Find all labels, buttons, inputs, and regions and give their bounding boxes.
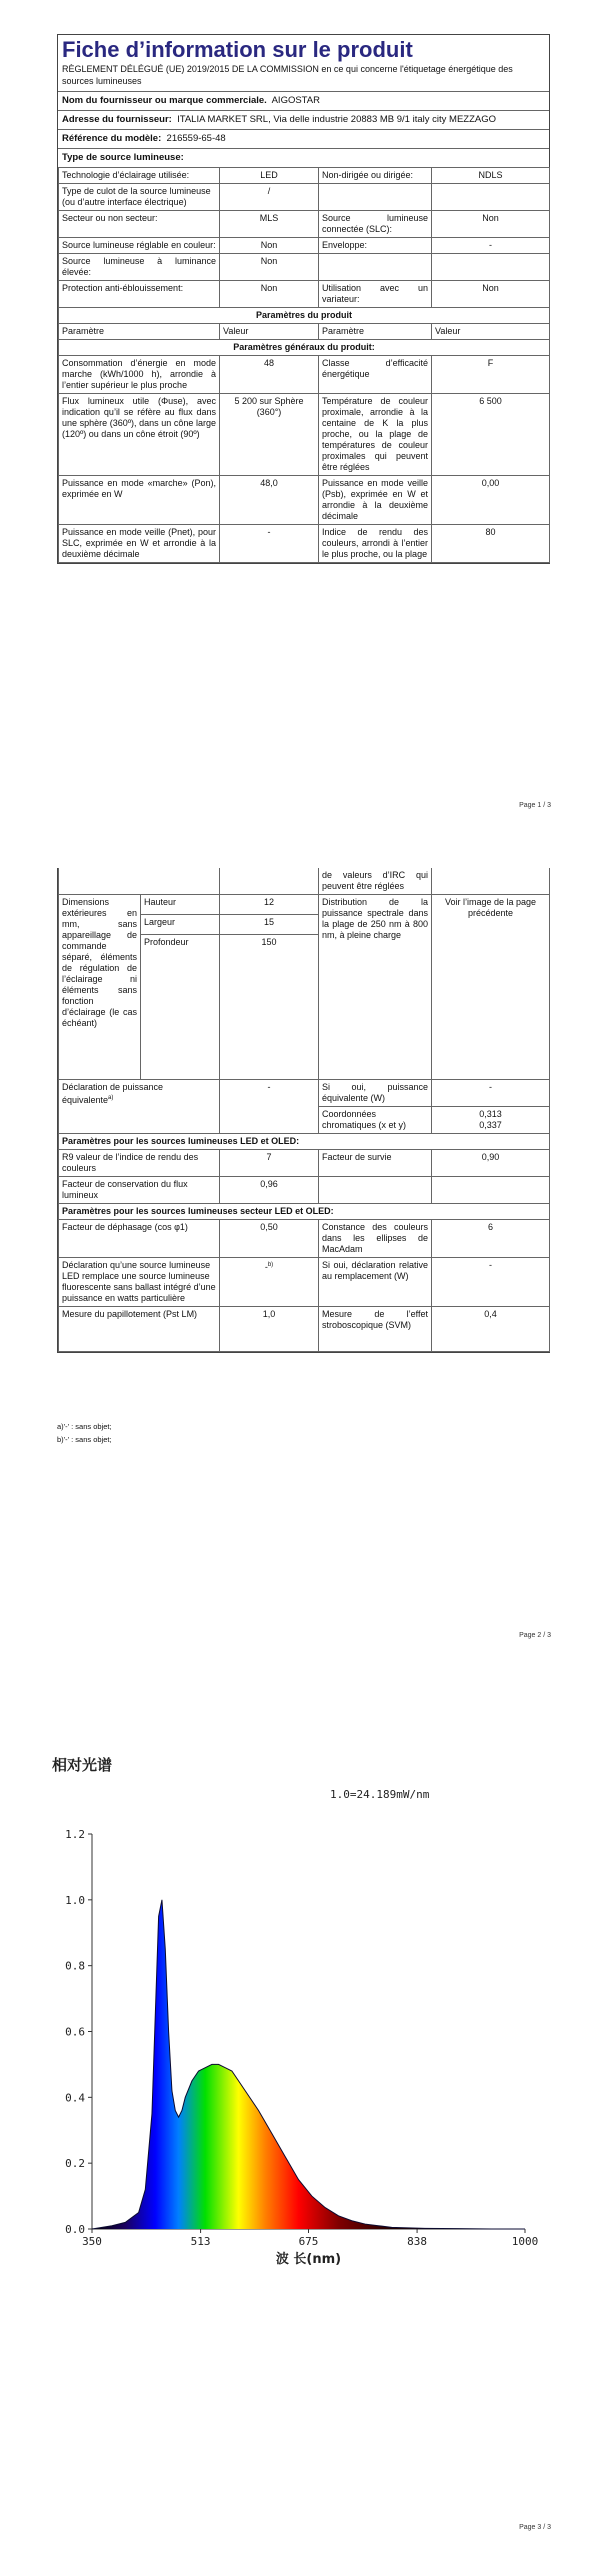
replace-yes-label: Si oui, déclaration relative au remplacement (W) xyxy=(319,1258,432,1307)
y-tick-label: 0.8 xyxy=(65,1959,85,1973)
lumen-value: 0,96 xyxy=(220,1177,319,1204)
equiv-yes-label: Si oui, puissance équivalente (W) xyxy=(319,1080,432,1107)
replace-value-cell xyxy=(220,1258,319,1307)
equiv-yes-value: - xyxy=(432,1080,550,1107)
footnote-a: a)'-' : sans objet; xyxy=(57,1422,112,1431)
page-1 xyxy=(0,0,603,832)
table-row xyxy=(59,356,550,394)
dim-value: 150 xyxy=(220,935,319,1080)
col-param-header: Paramètre xyxy=(319,324,432,340)
param-value: MLS xyxy=(220,211,319,238)
flicker-value: 1,0 xyxy=(220,1307,319,1352)
param-label: Température de couleur proximale, arrondie à la centaine de K la plus proche, ou la plage de températures de couleur proximales qui peuvent être réglées xyxy=(319,394,432,476)
type-label: Type de source lumineuse: xyxy=(62,152,184,163)
param-label: Indice de rendu des couleurs, arrondi à l’entier le plus proche, ou la plage xyxy=(319,525,432,563)
param-label: Source lumineuse à luminance élevée: xyxy=(59,254,220,281)
product-table xyxy=(58,167,550,563)
model-row xyxy=(58,130,549,149)
param-label: Flux lumineux utile (Φuse), avec indication qu’il se réfère au flux dans une sphère (360º), dans un cône large (120º) ou dans un cône étroit (90º) xyxy=(59,394,220,476)
table-row xyxy=(59,1150,550,1177)
param-value: 48 xyxy=(220,356,319,394)
table-row xyxy=(59,168,550,184)
param-label: Puissance en mode veille (Pnet), pour SLC, exprimée en W et arrondie à la deuxième décimale xyxy=(59,525,220,563)
param-label: Non-dirigée ou dirigée: xyxy=(319,168,432,184)
supplier-row xyxy=(58,92,549,111)
address-label: Adresse du fournisseur: xyxy=(62,114,172,125)
table-row xyxy=(59,868,550,895)
spectral-value: Voir l’image de la page précédente xyxy=(432,895,550,1080)
param-label: Type de culot de la source lumineuse (ou d’autre interface électrique) xyxy=(59,184,220,211)
param-label: Enveloppe: xyxy=(319,238,432,254)
param-value: 48,0 xyxy=(220,476,319,525)
param-value: 6 500 xyxy=(432,394,550,476)
y-tick-label: 1.0 xyxy=(65,1893,85,1907)
y-tick-label: 0.2 xyxy=(65,2157,85,2171)
col-param-header: Paramètre xyxy=(59,324,220,340)
dim-name: Largeur xyxy=(141,915,220,935)
page-number: Page 2 / 3 xyxy=(519,1632,551,1639)
spectral-label: Distribution de la puissance spectrale dans la plage de 250 nm à 800 nm, à pleine charge xyxy=(319,895,432,1080)
y-tick-label: 1.2 xyxy=(65,1828,85,1841)
param-label: Technologie d’éclairage utilisée: xyxy=(59,168,220,184)
param-label: Protection anti-éblouissement: xyxy=(59,281,220,308)
table-row xyxy=(59,394,550,476)
x-tick-label: 350 xyxy=(82,2235,102,2248)
param-value: - xyxy=(220,525,319,563)
table-row xyxy=(59,211,550,238)
x-tick-label: 838 xyxy=(407,2235,428,2248)
param-value xyxy=(432,184,550,211)
table-row xyxy=(59,1307,550,1352)
table-row xyxy=(59,238,550,254)
flicker-label: Mesure du papillotement (Pst LM) xyxy=(59,1307,220,1352)
col-value-header: Valeur xyxy=(432,324,550,340)
dim-value: 15 xyxy=(220,915,319,935)
lumen-label: Facteur de conservation du flux lumineux xyxy=(59,1177,220,1204)
params-title: Paramètres du produit xyxy=(59,308,550,324)
spectrum-area xyxy=(92,1900,525,2229)
param-label: Puissance en mode veille (Psb), exprimée en W et arrondie à la deuxième décimale xyxy=(319,476,432,525)
table-row xyxy=(59,1177,550,1204)
y-tick-label: 0.0 xyxy=(65,2223,85,2236)
regulation-text: RÈGLEMENT DÉLÉGUÉ (UE) 2019/2015 DE LA COMMISSION en ce qui concerne l'étiquetage énergétique des sources lumineuses xyxy=(58,63,549,92)
equiv-footnote-marker: a) xyxy=(108,1095,114,1101)
param-value: 80 xyxy=(432,525,550,563)
strobo-value: 0,4 xyxy=(432,1307,550,1352)
replace-value: - xyxy=(264,1262,268,1272)
param-value: Non xyxy=(432,281,550,308)
page-title: Fiche d’information sur le produit xyxy=(62,37,413,62)
r9-value: 7 xyxy=(220,1150,319,1177)
survival-value: 0,90 xyxy=(432,1150,550,1177)
y-tick-label: 0.6 xyxy=(65,2025,85,2039)
param-value: LED xyxy=(220,168,319,184)
param-value: / xyxy=(220,184,319,211)
param-label: Classe d’efficacité énergétique xyxy=(319,356,432,394)
chart-title: 相对光谱 xyxy=(52,1756,113,1774)
param-value: NDLS xyxy=(432,168,550,184)
table-row xyxy=(59,254,550,281)
supplier-label: Nom du fournisseur ou marque commerciale. xyxy=(62,95,267,106)
param-value: - xyxy=(432,238,550,254)
equiv-value: - xyxy=(220,1080,319,1134)
param-value xyxy=(432,254,550,281)
table-row xyxy=(59,1080,550,1107)
replace-label: Déclaration qu’une source lumineuse LED remplace une source lumineuse fluorescente sans ballast intégré d’une puissance en watts particulière xyxy=(59,1258,220,1307)
table-row xyxy=(59,1258,550,1307)
col-value-header: Valeur xyxy=(220,324,319,340)
x-tick-label: 1000 xyxy=(511,2235,539,2248)
replace-footnote-marker: b) xyxy=(267,1262,274,1268)
param-label: Source lumineuse connectée (SLC): xyxy=(319,211,432,238)
chart-annotation: 1.0=24.189mW/nm xyxy=(330,1788,430,1801)
chroma-y: 0,337 xyxy=(479,1120,502,1130)
table-row xyxy=(59,525,550,563)
param-label xyxy=(319,184,432,211)
equiv-label: Déclaration de puissance équivalente xyxy=(62,1082,164,1105)
product-info-sheet xyxy=(57,34,550,564)
phase-label: Facteur de déphasage (cos φ1) xyxy=(59,1220,220,1258)
general-title-row xyxy=(59,340,550,356)
dims-label: Dimensions extérieures en mm, sans appareillage de commande séparé, éléments de régulation de l’éclairage ni éléments sans fonction d’éclairage (le cas échéant) xyxy=(59,895,141,1080)
spectrum-chart xyxy=(0,1664,603,2560)
table-row xyxy=(59,1220,550,1258)
params-title-row xyxy=(59,308,550,324)
param-value: Non xyxy=(220,238,319,254)
page-2 xyxy=(0,832,603,1664)
table-row xyxy=(59,1204,550,1220)
param-value: 0,00 xyxy=(432,476,550,525)
chroma-x: 0,313 xyxy=(479,1109,502,1119)
type-row xyxy=(58,149,549,167)
equiv-label-cell xyxy=(59,1080,220,1134)
macadam-label: Constance des couleurs dans les ellipses de MacAdam xyxy=(319,1220,432,1258)
address-row xyxy=(58,111,549,130)
dim-value: 12 xyxy=(220,895,319,915)
table-row xyxy=(59,184,550,211)
param-value: F xyxy=(432,356,550,394)
page-number: Page 1 / 3 xyxy=(519,802,551,809)
macadam-value: 6 xyxy=(432,1220,550,1258)
address-value: ITALIA MARKET SRL, Via delle industrie 20883 MB 9/1 italy city MEZZAGO xyxy=(177,114,496,125)
table-row xyxy=(59,281,550,308)
x-axis-label: 波 长(nm) xyxy=(275,2252,342,2267)
chroma-label: Coordonnées chromatiques (x et y) xyxy=(319,1107,432,1134)
product-table-continued xyxy=(58,868,550,1352)
x-tick-label: 675 xyxy=(298,2235,319,2248)
model-label: Référence du modèle: xyxy=(62,133,162,144)
table-row xyxy=(59,476,550,525)
dim-name: Profondeur xyxy=(141,935,220,1080)
page-number: Page 3 / 3 xyxy=(519,2524,551,2531)
param-label: Consommation d’énergie en mode marche (kWh/1000 h), arrondie à l’entier supérieur le plus proche xyxy=(59,356,220,394)
phase-value: 0,50 xyxy=(220,1220,319,1258)
survival-label: Facteur de survie xyxy=(319,1150,432,1177)
param-label: Utilisation avec un variateur: xyxy=(319,281,432,308)
supplier-value: AIGOSTAR xyxy=(271,95,320,106)
param-label xyxy=(319,254,432,281)
footnote-b: b)'-' : sans objet; xyxy=(57,1435,112,1444)
dim-name: Hauteur xyxy=(141,895,220,915)
led-oled-title: Paramètres pour les sources lumineuses LED et OLED: xyxy=(59,1134,550,1150)
replace-yes-value: - xyxy=(432,1258,550,1307)
param-value: Non xyxy=(220,254,319,281)
product-info-sheet-continued xyxy=(57,868,550,1353)
general-title: Paramètres généraux du produit: xyxy=(59,340,550,356)
footnotes xyxy=(57,1420,112,1446)
param-label: Source lumineuse réglable en couleur: xyxy=(59,238,220,254)
page-3 xyxy=(0,1664,603,2560)
param-value: 5 200 sur Sphère (360°) xyxy=(220,394,319,476)
mains-title: Paramètres pour les sources lumineuses secteur LED et OLED: xyxy=(59,1204,550,1220)
param-value: Non xyxy=(220,281,319,308)
strobo-label: Mesure de l’effet stroboscopique (SVM) xyxy=(319,1307,432,1352)
r9-label: R9 valeur de l’indice de rendu des couleurs xyxy=(59,1150,220,1177)
table-row xyxy=(59,1134,550,1150)
param-label: Secteur ou non secteur: xyxy=(59,211,220,238)
x-tick-label: 513 xyxy=(190,2235,211,2248)
model-value: 216559-65-48 xyxy=(166,133,226,144)
params-header-row xyxy=(59,324,550,340)
table-row xyxy=(59,895,550,915)
y-tick-label: 0.4 xyxy=(65,2091,85,2105)
chroma-values xyxy=(432,1107,550,1134)
param-value: Non xyxy=(432,211,550,238)
cri-continued: de valeurs d’IRC qui peuvent être réglées xyxy=(319,868,432,895)
param-label: Puissance en mode «marche» (Pon), exprimée en W xyxy=(59,476,220,525)
